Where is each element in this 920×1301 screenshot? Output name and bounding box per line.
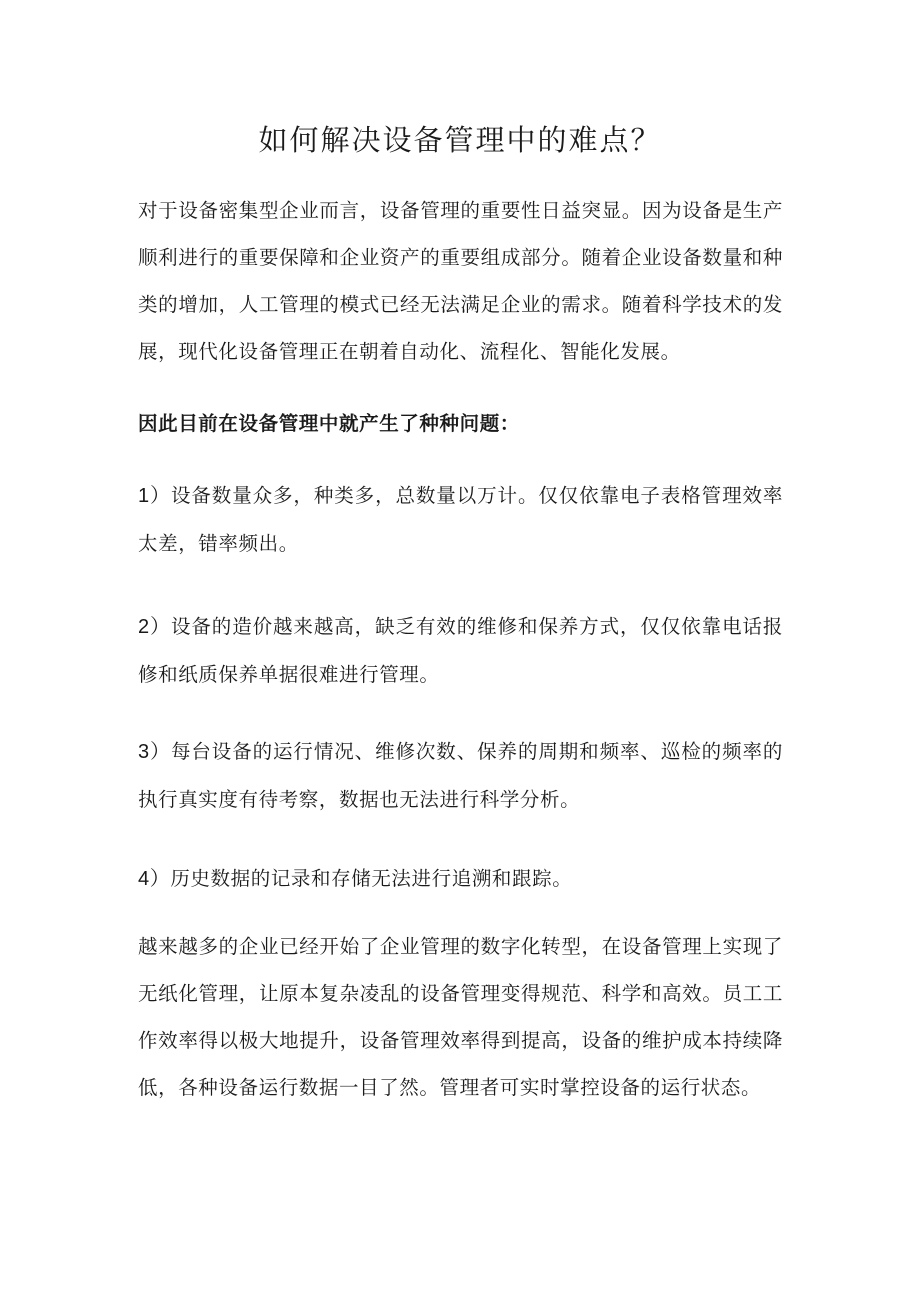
problem-text: 每台设备的运行情况、维修次数、保养的周期和频率、巡检的频率的执行真实度有待考察，数据也无法进行科学分析。 bbox=[138, 740, 783, 811]
problem-text: 历史数据的记录和存储无法进行追溯和跟踪。 bbox=[170, 867, 573, 890]
problem-item-4 bbox=[138, 855, 783, 903]
problem-number: 4） bbox=[138, 868, 171, 890]
problem-text: 设备数量众多，种类多，总数量以万计。仅仅依靠电子表格管理效率太差，错率频出。 bbox=[138, 484, 783, 555]
conclusion-paragraph: 越来越多的企业已经开始了企业管理的数字化转型，在设备管理上实现了无纸化管理，让原本复杂凌乱的设备管理变得规范、科学和高效。员工工作效率得以极大地提升，设备管理效率得到提高，设备的维护成本持续降低，各种设备运行数据一目了然。管理者可实时掌控设备的运行状态。 bbox=[138, 935, 783, 1099]
problem-number: 3） bbox=[138, 741, 171, 763]
problem-item-3 bbox=[138, 728, 783, 823]
problem-number: 1） bbox=[138, 485, 171, 507]
problems-heading: 因此目前在设备管理中就产生了种种问题： bbox=[138, 412, 520, 435]
document-title: 如何解决设备管理中的难点？ bbox=[258, 123, 662, 157]
problem-text: 设备的造价越来越高，缺乏有效的维修和保养方式，仅仅依靠电话报修和纸质保养单据很难进行管理。 bbox=[138, 615, 783, 686]
intro-paragraph: 对于设备密集型企业而言，设备管理的重要性日益突显。因为设备是生产顺利进行的重要保障和企业资产的重要组成部分。随着企业设备数量和种类的增加，人工管理的模式已经无法满足企业的需求。随着科学技术的发展，现代化设备管理正在朝着自动化、流程化、智能化发展。 bbox=[138, 199, 783, 363]
problem-item-2 bbox=[138, 603, 783, 698]
problem-number: 2） bbox=[138, 616, 171, 638]
problem-item-1 bbox=[138, 472, 783, 567]
